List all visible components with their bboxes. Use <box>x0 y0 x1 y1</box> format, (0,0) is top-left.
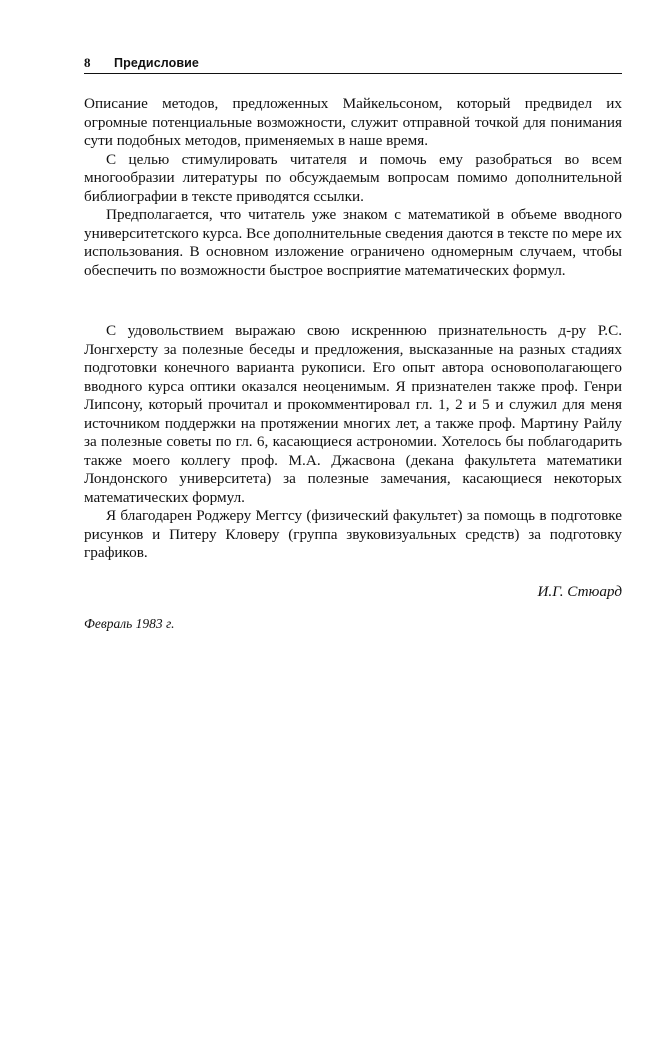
paragraph-acknowledgements: С удовольствием выражаю свою искреннюю признательность д-ру Р.С. Лонгхерсту за полезные беседы и предложения, высказанные на разных стадиях подготовки конечного варианта рукописи. Его опыт автора основополагающего вводного курса оптики оказался неоценимым. Я признателен также проф. Генри Липсону, который прочитал и прокомментировал гл. 1, 2 и 5 и служил для меня источником поддержки на протяжении многих лет, а также проф. Мартину Райлу за полезные советы по гл. 6, касающиеся астрономии. Хотелось бы поблагодарить также моего коллегу проф. М.А. Джасвона (декана факультета математики Лондонского университета) за полезные замечания, касающиеся некоторых математических формул. <box>84 322 622 506</box>
paragraph-thanks: Я благодарен Роджеру Меггсу (физический факультет) за помощь в подготовке рисунков и Питеру Кловеру (группа звуковизуальных средств) за подготовку графиков. <box>84 507 622 561</box>
document-page <box>84 55 622 633</box>
running-header <box>84 55 622 74</box>
preface-date: Февраль 1983 г. <box>84 615 175 631</box>
paragraph-references: С целью стимулировать читателя и помочь ему разобраться во всем многообразии литературы по обсуждаемым вопросам помимо дополнительной библиографии в тексте приводятся ссылки. <box>84 150 622 205</box>
running-header-title: Предисловие <box>114 56 199 70</box>
paragraph-michelson: Описание методов, предложенных Майкельсоном, который предвидел их огромные потенциальные возможности, служит отправной точкой для понимания сути подобных методов, применяемых в наше время. <box>84 95 622 149</box>
author-signature: И.Г. Стюард <box>537 582 622 600</box>
section-gap <box>84 280 622 322</box>
paragraph-assumptions: Предполагается, что читатель уже знаком с математикой в объеме вводного университетского курса. Все дополнительные сведения даются в тексте по мере их использования. В основном изложение ограничено одномерным случаем, чтобы обеспечить по возможности быстрое восприятие математических формул. <box>84 206 622 279</box>
page-number: 8 <box>84 55 91 70</box>
